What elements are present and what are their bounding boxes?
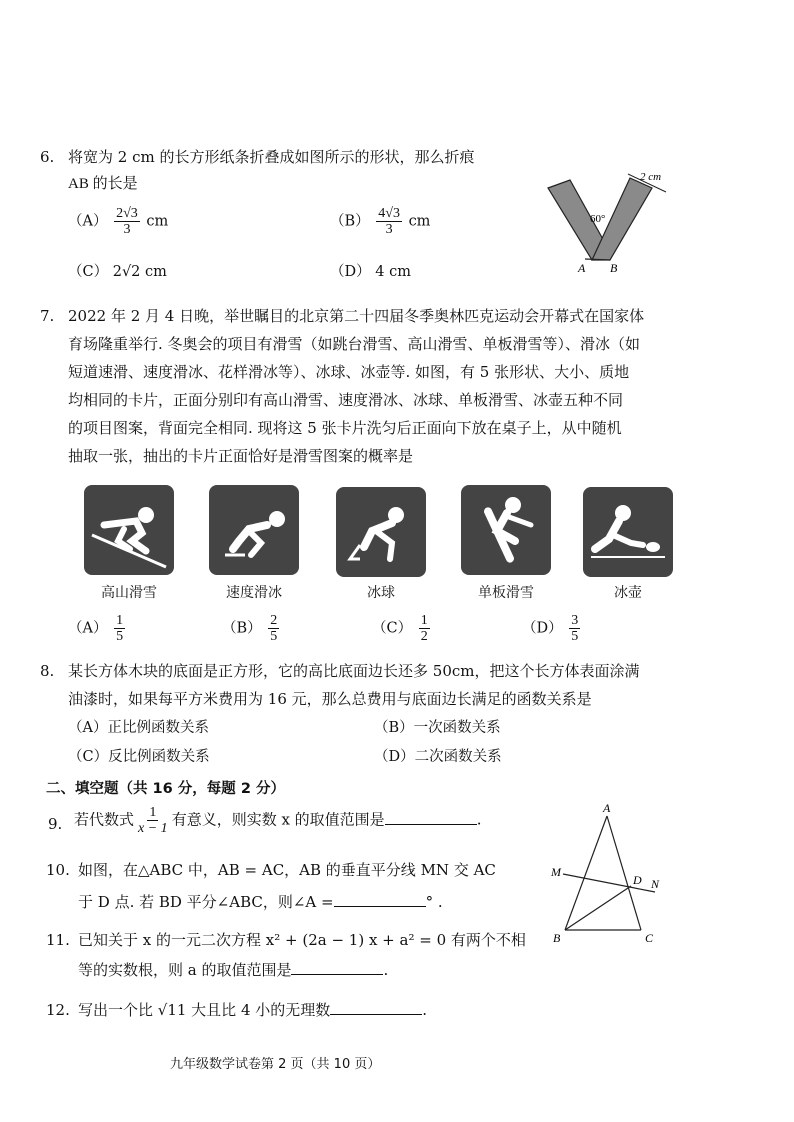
q11-number: 11. (46, 931, 70, 949)
option-label: （D） (330, 264, 371, 280)
q8-option-b[interactable]: （B）一次函数关系 (374, 720, 501, 736)
option-value: 4 cm (375, 264, 411, 280)
card-label-alpine: 高山滑雪 (101, 585, 157, 601)
q8-option-d[interactable]: （D）二次函数关系 (374, 749, 502, 765)
q6-folded-strip-figure (540, 160, 680, 280)
q7-line4: 均相同的卡片，正面分别印有高山滑雪、速度滑冰、冰球、单板滑雪、冰壶五种不同 (68, 391, 624, 409)
q10-line2: 于 D 点. 若 BD 平分∠ABC，则∠A = ° . (78, 890, 443, 914)
label-c: C (645, 931, 654, 945)
q11-line2: 等的实数根，则 a 的取值范围是 . (78, 958, 388, 982)
card-label-curling: 冰壶 (614, 585, 642, 601)
q7-number: 7. (40, 307, 55, 325)
q6-text-line2: AB 的长是 (68, 176, 138, 192)
answer-blank[interactable] (385, 808, 477, 825)
q8-number: 8. (40, 662, 55, 680)
q6-option-a[interactable] (68, 206, 168, 237)
q7-line6: 抽取一张，抽出的卡片正面恰好是滑雪图案的概率是 (68, 447, 414, 465)
section-title: 二、填空题（共 16 分，每题 2 分） (46, 781, 285, 797)
answer-blank[interactable] (291, 958, 383, 975)
snowboard-icon (461, 485, 551, 575)
q6-option-b[interactable] (330, 206, 430, 237)
option-label: （C） (68, 264, 109, 280)
card-label-snowboard: 单板滑雪 (478, 585, 534, 601)
q7-option-b[interactable]: （B） $\frac{2}{5}$ (222, 613, 278, 644)
q7-option-a[interactable]: （A） $\frac{1}{5}$ (68, 613, 124, 644)
q10-number: 10. (46, 861, 70, 879)
card-label-ice-hockey: 冰球 (367, 585, 395, 601)
label-b: B (553, 931, 561, 945)
segment-bd (565, 886, 631, 930)
ice-hockey-icon (336, 487, 426, 577)
fraction: $\frac{2}{5}$ (270, 613, 278, 644)
q10-triangle-figure (545, 800, 675, 945)
curling-icon (583, 487, 673, 577)
speed-skating-icon (209, 485, 299, 575)
angle-label: 60° (590, 213, 606, 225)
option-value: 2√2 cm (112, 264, 167, 280)
point-b-label: B (610, 261, 618, 275)
fraction: $\frac{1}{x - 1}$ (138, 805, 168, 836)
option-label: （B） (330, 213, 370, 230)
card-label-speed-skating: 速度滑冰 (226, 585, 282, 601)
unit: cm (146, 213, 169, 230)
q7-line3: 短道速滑、速度滑冰、花样滑冰等）、冰球、冰壶等. 如图，有 5 张形状、大小、质地 (68, 363, 630, 381)
q7-line1: 2022 年 2 月 4 日晚，举世瞩目的北京第二十四届冬季奥林匹克运动会开幕式在国家体 (68, 307, 645, 325)
q8-line2: 油漆时，如果每平方米费用为 16 元，那么总费用与底面边长满足的函数关系是 (68, 690, 592, 708)
fraction: $\frac{1}{5}$ (116, 613, 124, 644)
q12-body: 写出一个比 √11 大且比 4 小的无理数 . (78, 998, 427, 1022)
q9-body: 若代数式 $\frac{1}{x - 1}$ 有意义，则实数 x 的取值范围是 . (74, 805, 482, 836)
label-d: D (633, 873, 642, 887)
side-ab (565, 816, 607, 930)
fraction: $\frac{3}{5}$ (571, 613, 579, 644)
q8-option-c[interactable]: （C）反比例函数关系 (68, 749, 210, 765)
q6-number: 6. (40, 148, 55, 166)
q8-option-a[interactable]: （A）正比例函数关系 (68, 720, 209, 736)
point-a-label: A (578, 261, 586, 275)
q9-number: 9. (48, 815, 63, 833)
q12-number: 12. (46, 1001, 70, 1019)
answer-blank[interactable] (330, 998, 422, 1015)
q7-option-c[interactable]: （C） $\frac{1}{2}$ (372, 613, 428, 644)
label-n: N (651, 877, 660, 891)
fraction: $\frac{4√3}{3}$ (378, 206, 400, 237)
q7-line2: 育场隆重举行. 冬奥会的项目有滑雪（如跳台滑雪、高山滑雪、单板滑雪等）、滑冰（如 (68, 335, 641, 353)
width-label: 2 cm (640, 171, 662, 183)
alpine-skiing-icon (84, 485, 174, 575)
fraction: $\frac{2√3}{3}$ (116, 206, 138, 237)
q11-line1: 已知关于 x 的一元二次方程 x² + (2a − 1) x + a² = 0 有两个不相 (78, 931, 526, 949)
q8-line1: 某长方体木块的底面是正方形，它的高比底面边长还多 50cm，把这个长方体表面涂满 (68, 662, 640, 680)
q6-option-c[interactable] (68, 260, 167, 281)
label-a: A (603, 801, 611, 815)
q6-option-d[interactable] (330, 260, 411, 281)
q7-line5: 的项目图案，背面完全相同. 现将这 5 张卡片洗匀后正面向下放在桌子上，从中随机 (68, 419, 622, 437)
q10-line1: 如图，在△ABC 中，AB = AC，AB 的垂直平分线 MN 交 AC (78, 861, 496, 879)
page-footer: 九年级数学试卷第 2 页（共 10 页） (170, 1057, 381, 1072)
q7-option-d[interactable]: （D） $\frac{3}{5}$ (522, 613, 579, 644)
q6-text-line1: 将宽为 2 cm 的长方形纸条折叠成如图所示的形状，那么折痕 (68, 148, 475, 166)
answer-blank[interactable] (334, 890, 426, 907)
label-m: M (551, 865, 561, 879)
unit: cm (408, 213, 431, 230)
fraction: $\frac{1}{2}$ (420, 613, 428, 644)
option-label: （A） (68, 213, 108, 230)
